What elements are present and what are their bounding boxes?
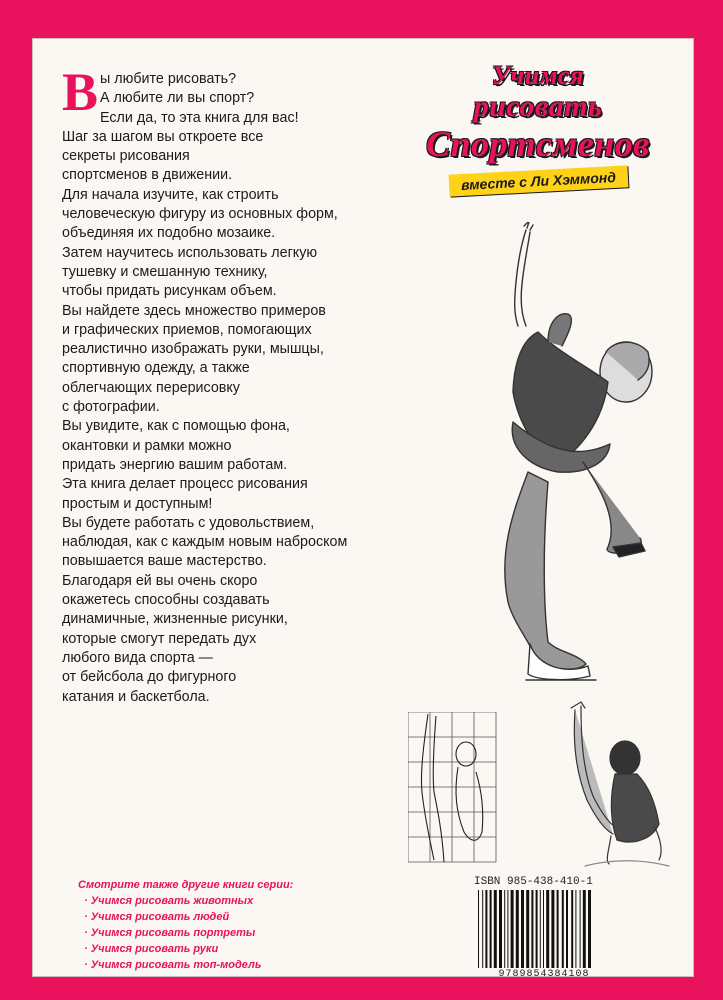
series-item: · Учимся рисовать людей [84, 911, 230, 923]
barcode-bar [540, 890, 541, 968]
barcode-bar [499, 890, 502, 968]
barcode-bar [494, 890, 497, 968]
series-item: · Учимся рисовать руки [84, 943, 219, 955]
blurb-line: спортивную одежду, а также [62, 360, 250, 377]
blurb-line: и графических приемов, помогающих [62, 321, 312, 338]
barcode-bar [478, 890, 479, 968]
blurb-line: спортсменов в движении. [62, 167, 233, 184]
blurb-line: Затем научитесь использовать легкую [62, 244, 318, 261]
barcode-bar [583, 890, 586, 968]
series-item: · Учимся рисовать животных [84, 895, 254, 907]
barcode [474, 890, 614, 968]
blurb-line: от бейсбола до фигурного [62, 669, 237, 686]
drop-cap: В [62, 62, 99, 122]
barcode-number: 9789854384108 [498, 969, 590, 980]
barcode-bar [546, 890, 549, 968]
blurb-line: с фотографии. [62, 399, 160, 416]
figure-skater-illustration [418, 222, 658, 692]
barcode-bar [566, 890, 568, 968]
barcode-bar [543, 890, 544, 968]
blurb-line: которые смогут передать дух [62, 630, 257, 647]
barcode-bar [482, 890, 483, 968]
series-heading: Смотрите также другие книги серии: [78, 879, 294, 891]
blurb-line: ы любите рисовать? [100, 71, 237, 87]
barcode-bar [580, 890, 581, 968]
book-title [408, 62, 668, 192]
blurb-line: объединяя их подобно мозаике. [62, 225, 276, 242]
title-line-2: рисовать [473, 90, 603, 123]
barcode-bar [516, 890, 519, 968]
barcode-bar [511, 890, 514, 968]
series-item: · Учимся рисовать топ-модель [84, 959, 262, 971]
blurb-line: простым и доступным! [62, 495, 213, 512]
author-banner: вместе с Ли Хэммонд [448, 165, 628, 196]
blurb-line: наблюдая, как с каждым новым наброском [62, 534, 348, 551]
blurb-line: чтобы придать рисункам объем. [62, 283, 277, 300]
series-item: · Учимся рисовать портреты [84, 927, 256, 939]
series-list [78, 877, 318, 973]
barcode-bar [485, 890, 487, 968]
barcode-bar [526, 890, 529, 968]
barcode-bar [571, 890, 573, 968]
title-line-1: Учимся [492, 61, 584, 90]
blurb-line: секреты рисования [62, 148, 190, 165]
barcode-bar [562, 890, 564, 968]
blurb-line: человеческую фигуру из основных форм, [62, 206, 338, 223]
blurb-line: тушевку и смешанную технику, [62, 263, 268, 280]
barcode-bar [531, 890, 533, 968]
blurb-line: окажетесь способны создавать [62, 592, 270, 609]
barcode-bar [507, 890, 508, 968]
blurb-line: Для начала изучите, как строить [62, 186, 279, 203]
title-line-3: Спортсменов [426, 124, 650, 164]
blurb-line: Вы найдете здесь множество примеров [62, 302, 326, 319]
blurb-line: Вы будете работать с удовольствием, [62, 514, 315, 531]
blurb-line: окантовки и рамки можно [62, 437, 232, 454]
barcode-bar [504, 890, 505, 968]
blurb-line: повышается ваше мастерство. [62, 553, 267, 570]
barcode-bar [575, 890, 576, 968]
grid-sketch-illustration [408, 712, 518, 872]
isbn-label: ISBN 985-438-410-1 [474, 876, 593, 888]
barcode-bar [588, 890, 591, 968]
blurb-line: Вы увидите, как с помощью фона, [62, 418, 290, 435]
barcode-bar [557, 890, 559, 968]
blurb-line: динамичные, жизненные рисунки, [62, 611, 288, 628]
blurb-line: Эта книга делает процесс рисования [62, 476, 308, 493]
blurb-line: облегчающих перерисовку [62, 379, 240, 396]
cover-blurb [62, 62, 402, 707]
barcode-bar [536, 890, 538, 968]
blurb-line: катания и баскетбола. [62, 688, 210, 705]
gymnast-illustration [565, 700, 670, 868]
barcode-bar [490, 890, 492, 968]
blurb-line: придать энергию вашим работам. [62, 456, 288, 473]
blurb-line: любого вида спорта — [62, 649, 213, 666]
blurb-line: реалистично изображать руки, мышцы, [62, 341, 324, 358]
blurb-line: Шаг за шагом вы откроете все [62, 128, 264, 145]
barcode-bar [551, 890, 554, 968]
blurb-line: Если да, то эта книга для вас! [100, 109, 299, 126]
barcode-bar [521, 890, 524, 968]
blurb-line: Благодаря ей вы очень скоро [62, 572, 258, 589]
blurb-line: А любите ли вы спорт? [100, 90, 255, 107]
